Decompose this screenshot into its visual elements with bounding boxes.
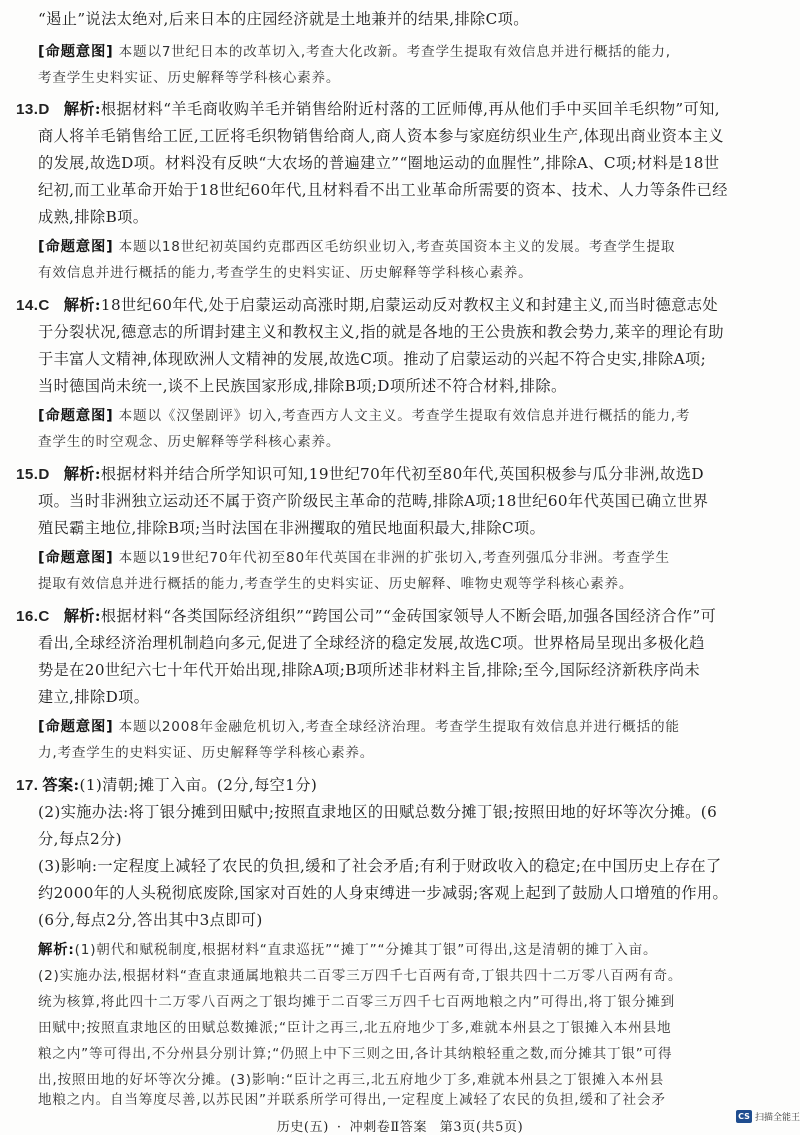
footer-subject: 历史(五)	[276, 1120, 329, 1135]
answer-label: 答案	[42, 776, 74, 794]
q17-answer-line-2: (2)实施办法:将丁银分摊到田赋中;按照直隶地区的田赋总数分摊丁银;按照田地的好坏等次分摊。(6	[38, 803, 718, 821]
question-number: 14.C	[16, 297, 50, 314]
intent-text: 本题以19世纪70年代初至80年代英国在非洲的扩张切入,考查列强瓜分非洲。考查学生	[118, 550, 670, 566]
question-number: 17.	[16, 777, 39, 794]
analysis-label: 解析	[63, 296, 95, 314]
q17-answer-line-6: (6分,每点2分,答出其中3点即可)	[38, 911, 263, 929]
q16-intent-line-1	[38, 714, 680, 740]
q13-line-1: 13.D 解析:根据材料“羊毛商收购羊毛并销售给附近村落的工匠师傅,再从他们手中买回羊毛织物”可知,	[16, 100, 720, 118]
analysis-text: 18世纪60年代,处于启蒙运动高涨时期,启蒙运动反对教权主义和封建主义,而当时德意志处	[100, 296, 718, 314]
q17-analysis-line-6: 出,按照田地的好坏等次分摊。(3)影响:“臣计之再三,北五府地少丁多,难就本州县之丁银摊入本州县	[38, 1072, 664, 1088]
analysis-label: 解析	[63, 465, 95, 483]
q17-analysis-line-2: (2)实施办法,根据材料“查直隶通属地粮共二百零三万四千七百两有奇,丁银共四十二万零八百两有奇。	[38, 968, 683, 984]
q13-line-5: 成熟,排除B项。	[38, 208, 149, 226]
q13-intent-line-2: 有效信息并进行概括的能力,考查学生的史料实证、历史解释等学科核心素养。	[38, 265, 533, 281]
q16-line-1: 16.C 解析:根据材料“各类国际经济组织”“跨国公司”“金砖国家领导人不断会晤,加强各国经济合作”可	[16, 607, 717, 625]
q15-line-1: 15.D 解析:根据材料并结合所学知识可知,19世纪70年代初至80年代,英国积极参与瓜分非洲,故选D	[16, 465, 704, 483]
q17-answer-line-5: 约2000年的人头税彻底废除,国家对百姓的人身束缚进一步减弱;客观上起到了鼓励人口增殖的作用。	[38, 884, 729, 902]
page-footer	[0, 1116, 800, 1135]
q14-intent-line-1	[38, 403, 690, 429]
q17-analysis-line-3: 统为核算,将此四十二万零八百两之丁银均摊于二百零三万四千七百两地粮之内”可得出,将丁银分摊到	[38, 994, 676, 1010]
analysis-text: 根据材料“各类国际经济组织”“跨国公司”“金砖国家领导人不断会晤,加强各国经济合作”可	[100, 607, 717, 625]
q17-analysis-line-7: 地粮之内。自当筹度尽善,以苏民困”并联系所学可得出,一定程度上减轻了农民的负担,缓和了社会矛	[38, 1092, 666, 1108]
q12-continuation: “遏止”说法太绝对,后来日本的庄园经济就是土地兼并的结果,排除C项。	[38, 10, 529, 28]
q15-line-2: 项。当时非洲独立运动还不属于资产阶级民主革命的范畴,排除A项;18世纪60年代英国已确立世界	[38, 492, 709, 510]
q12-intent-line-2: 考查学生史料实证、历史解释等学科核心素养。	[38, 70, 341, 86]
q17-analysis-line-1: 解析:(1)朝代和赋税制度,根据材料“直隶巡抚”“摊丁”“分摊其丁银”可得出,这是清朝的摊丁入亩。	[38, 942, 658, 958]
camscanner-icon: CS	[736, 1110, 752, 1123]
q12-intent-line-1	[38, 39, 671, 65]
intent-tag: [命题意图]	[38, 239, 114, 255]
footer-separator: ·	[336, 1120, 342, 1135]
q14-line-4: 当时德国尚未统一,谈不上民族国家形成,排除B项;D项所述不符合材料,排除。	[38, 377, 567, 395]
question-number: 15.D	[16, 466, 50, 483]
intent-tag: [命题意图]	[38, 44, 114, 60]
q13-line-2: 商人将羊毛销售给工匠,工匠将毛织物销售给商人,商人资本参与家庭纺织业生产,体现出商业资本主义	[38, 127, 724, 145]
analysis-label: 解析	[63, 100, 95, 118]
q16-intent-line-2: 力,考查学生的史料实证、历史解释等学科核心素养。	[38, 745, 375, 761]
q16-line-3: 势是在20世纪六七十年代开始出现,排除A项;B项所述非材料主旨,排除;至今,国际经济新秩序尚未	[38, 661, 701, 679]
q15-intent-line-2: 提取有效信息并进行概括的能力,考查学生的史料实证、历史解释、唯物史观等学科核心素养。	[38, 576, 634, 592]
analysis-text: 根据材料“羊毛商收购羊毛并销售给附近村落的工匠师傅,再从他们手中买回羊毛织物”可知,	[100, 100, 720, 118]
analysis-text: 根据材料并结合所学知识可知,19世纪70年代初至80年代,英国积极参与瓜分非洲,故选D	[100, 465, 704, 483]
answer-text: (1)清朝;摊丁入亩。(2分,每空1分)	[79, 776, 318, 794]
question-number: 16.C	[16, 608, 50, 625]
intent-text: 本题以《汉堡剧评》切入,考查西方人文主义。考查学生提取有效信息并进行概括的能力,考	[118, 408, 691, 424]
intent-tag: [命题意图]	[38, 719, 114, 735]
analysis-label: 解析	[63, 607, 95, 625]
q13-line-4: 纪初,而工业革命开始于18世纪60年代,且材料看不出工业革命所需要的资本、技术、人力等条件已经	[38, 181, 728, 199]
q17-analysis-line-4: 田赋中;按照直隶地区的田赋总数摊派;“臣计之再三,北五府地少丁多,难就本州县之丁银摊入本州县地	[38, 1020, 672, 1036]
footer-page-number: 第3页(共5页)	[439, 1120, 524, 1135]
q14-line-1: 14.C 解析:18世纪60年代,处于启蒙运动高涨时期,启蒙运动反对教权主义和封建主义,而当时德意志处	[16, 296, 718, 314]
q17-analysis-line-5: 粮之内”等可得出,不分州县分别计算;“仍照上中下三则之田,各计其纳粮轻重之数,而分摊其丁银”可得	[38, 1046, 673, 1062]
q15-intent-line-1	[38, 545, 670, 571]
analysis-text: (1)朝代和赋税制度,根据材料“直隶巡抚”“摊丁”“分摊其丁银”可得出,这是清朝的摊丁入亩。	[74, 942, 658, 958]
intent-tag: [命题意图]	[38, 550, 114, 566]
q16-line-2: 看出,全球经济治理机制趋向多元,促进了全球经济的稳定发展,故选C项。世界格局呈现出多极化趋	[38, 634, 705, 652]
intent-text: 本题以18世纪初英国约克郡西区毛纺织业切入,考查英国资本主义的发展。考查学生提取	[118, 239, 676, 255]
q14-line-3: 于丰富人文精神,体现欧洲人文精神的发展,故选C项。推动了启蒙运动的兴起不符合史实,排除A项;	[38, 350, 707, 368]
q17-answer-line-4: (3)影响:一定程度上减轻了农民的负担,缓和了社会矛盾;有利于财政收入的稳定;在中国历史上存在了	[38, 857, 722, 875]
intent-tag: [命题意图]	[38, 408, 114, 424]
q17-answer-line-1: 17. 答案:(1)清朝;摊丁入亩。(2分,每空1分)	[16, 776, 318, 794]
intent-text: 本题以2008年金融危机切入,考查全球经济治理。考查学生提取有效信息并进行概括的能	[118, 719, 680, 735]
scanner-logo-text: 扫描全能王	[755, 1113, 800, 1123]
q16-line-4: 建立,排除D项。	[38, 688, 150, 706]
analysis-label: 解析	[38, 942, 69, 958]
q14-line-2: 于分裂状况,德意志的所谓封建主义和教权主义,指的就是各地的王公贵族和教会势力,莱辛的理论有助	[38, 323, 724, 341]
q14-intent-line-2: 查学生的时空观念、历史解释等学科核心素养。	[38, 434, 341, 450]
q17-answer-line-3: 分,每点2分)	[38, 830, 122, 848]
question-number: 13.D	[16, 101, 50, 118]
scanner-logo	[736, 1110, 800, 1123]
intent-text: 本题以7世纪日本的改革切入,考查大化改新。考查学生提取有效信息并进行概括的能力,	[118, 44, 671, 60]
q13-intent-line-1	[38, 234, 675, 260]
footer-series: 冲刺卷Ⅱ答案	[349, 1120, 428, 1135]
q15-line-3: 殖民霸主地位,排除B项;当时法国在非洲攫取的殖民地面积最大,排除C项。	[38, 519, 546, 537]
q13-line-3: 的发展,故选D项。材料没有反映“大农场的普遍建立”“圈地运动的血腥性”,排除A、C项;材料是18世	[38, 154, 720, 172]
